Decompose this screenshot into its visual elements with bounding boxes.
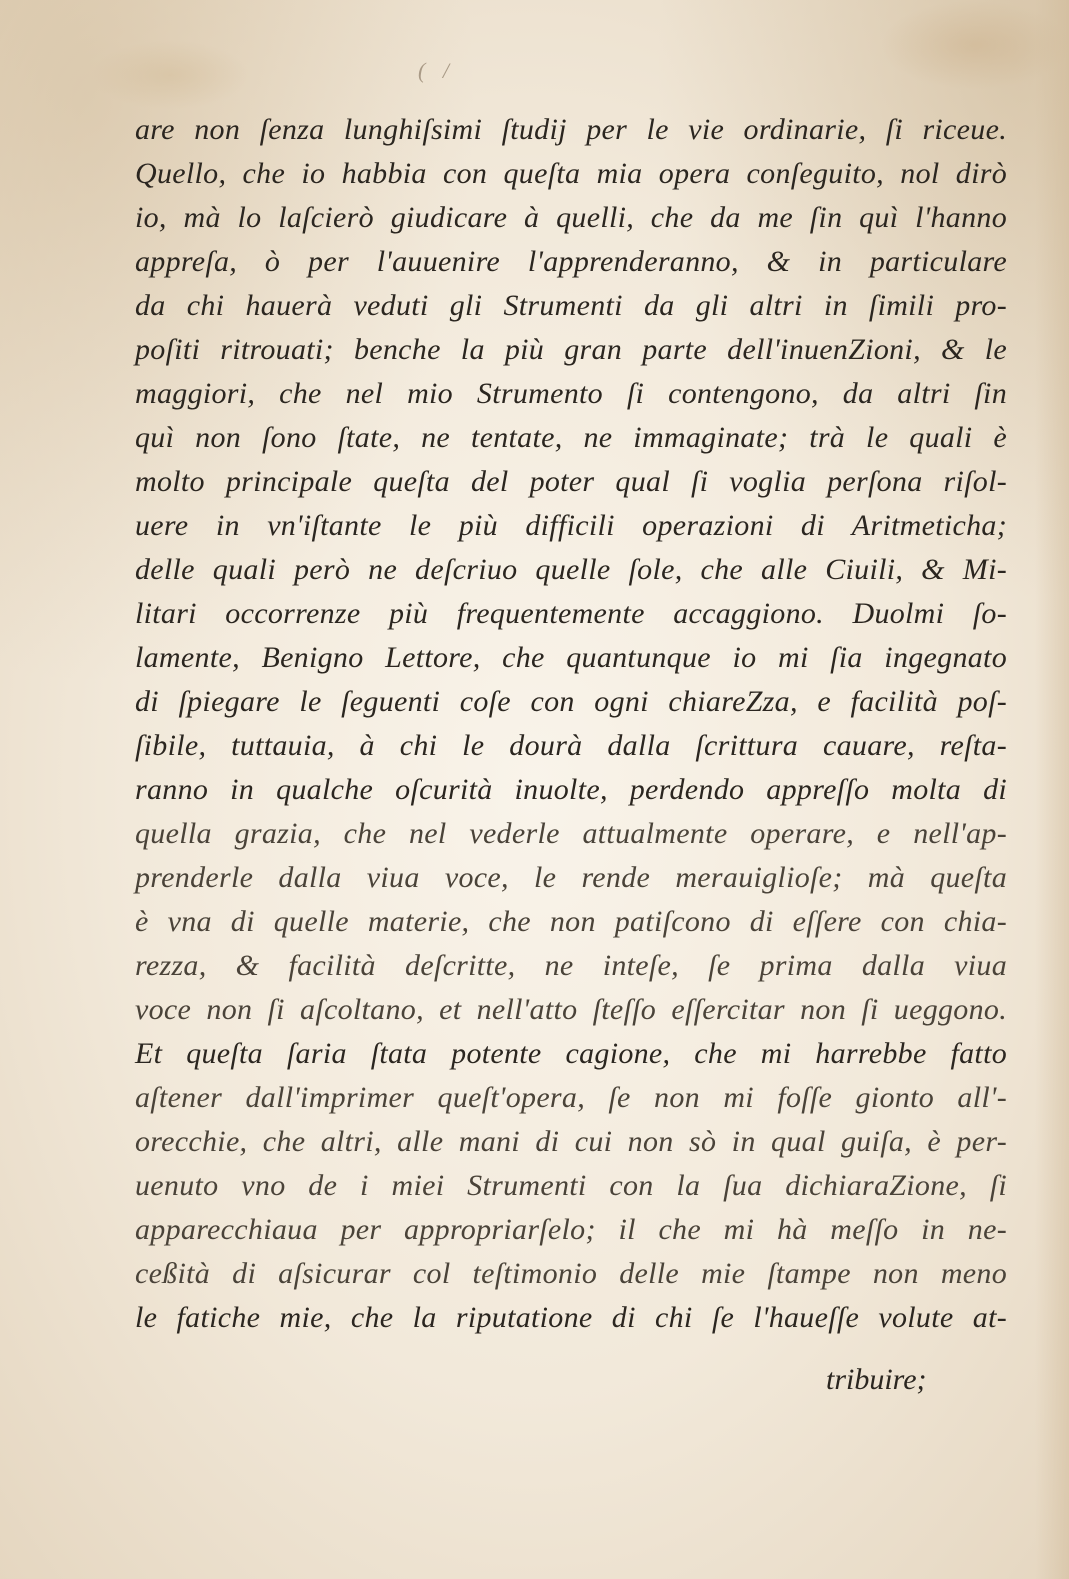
text-line: è vna di quelle materie, che non patiſcono di eſſere con chia- (135, 905, 1007, 938)
text-line: Et queſta ſaria ſtata potente cagione, che mi harrebbe fatto (135, 1037, 1007, 1070)
text-line: maggiori, che nel mio Strumento ſi contengono, da altri ſin (135, 377, 1007, 410)
paper-stain (880, 0, 1069, 90)
text-line: apparecchiaua per appropriarſelo; il che mi hà meſſo in ne- (135, 1213, 1007, 1246)
text-line: uere in vn'iſtante le più difficili operazioni di Aritmeticha; (135, 509, 1007, 542)
text-line: litari occorrenze più frequentemente accaggiono. Duolmi ſo- (135, 597, 1007, 630)
text-line: aſtener dall'imprimer queſt'opera, ſe non mi foſſe gionto all'- (135, 1081, 1007, 1114)
text-line: quì non ſono ſtate, ne tentate, ne immaginate; trà le quali è (135, 421, 1007, 454)
page-top-mark: ( / (418, 58, 455, 83)
text-line: appreſa, ò per l'auuenire l'apprenderanno, & in particulare (135, 245, 1007, 278)
text-line: voce non ſi aſcoltano, et nell'atto ſteſſo eſſercitar non ſi ueggono. (135, 993, 1007, 1026)
text-line: orecchie, che altri, alle mani di cui non sò in qual guiſa, è per- (135, 1125, 1007, 1158)
text-line: io, mà lo laſcierò giudicare à quelli, che da me ſin quì l'hanno (135, 201, 1007, 234)
paper-stain (90, 40, 250, 110)
text-line: molto principale queſta del poter qual ſi voglia perſona riſol- (135, 465, 1007, 498)
text-line: are non ſenza lunghiſsimi ſtudij per le vie ordinarie, ſi riceue. (135, 113, 1007, 146)
text-line: uenuto vno de i miei Strumenti con la ſua dichiaraZione, ſi (135, 1169, 1007, 1202)
text-line: Quello, che io habbia con queſta mia opera conſeguito, nol dirò (135, 157, 1007, 190)
text-line: ſibile, tuttauia, à chi le dourà dalla ſcrittura cauare, reſta- (135, 729, 1007, 762)
text-line: lamente, Benigno Lettore, che quantunque io mi ſia ingegnato (135, 641, 1007, 674)
text-line: ranno in qualche oſcurità inuolte, perdendo appreſſo molta di (135, 773, 1007, 806)
text-line: da chi hauerà veduti gli Strumenti da gli altri in ſimili pro- (135, 289, 1007, 322)
text-line: ceßità di aſsicurar col teſtimonio delle mie ſtampe non meno (135, 1257, 1007, 1290)
body-text (135, 108, 1007, 1340)
text-line: quella grazia, che nel vederle attualmente operare, e nell'ap- (135, 817, 1007, 850)
catchword: tribuire; (826, 1363, 927, 1396)
text-line: prenderle dalla viua voce, le rende merauiglioſe; mà queſta (135, 861, 1007, 894)
text-line: rezza, & facilità deſcritte, ne inteſe, ſe prima dalla viua (135, 949, 1007, 982)
page-edge-shadow (1035, 0, 1069, 1579)
text-line: poſiti ritrouati; benche la più gran parte dell'inuenZioni, & le (135, 333, 1007, 366)
text-line: di ſpiegare le ſeguenti coſe con ogni chiareZza, e facilità poſ- (135, 685, 1007, 718)
text-line: delle quali però ne deſcriuo quelle ſole, che alle Ciuili, & Mi- (135, 553, 1007, 586)
text-line: le fatiche mie, che la riputatione di chi ſe l'haueſſe volute at- (135, 1301, 1007, 1334)
